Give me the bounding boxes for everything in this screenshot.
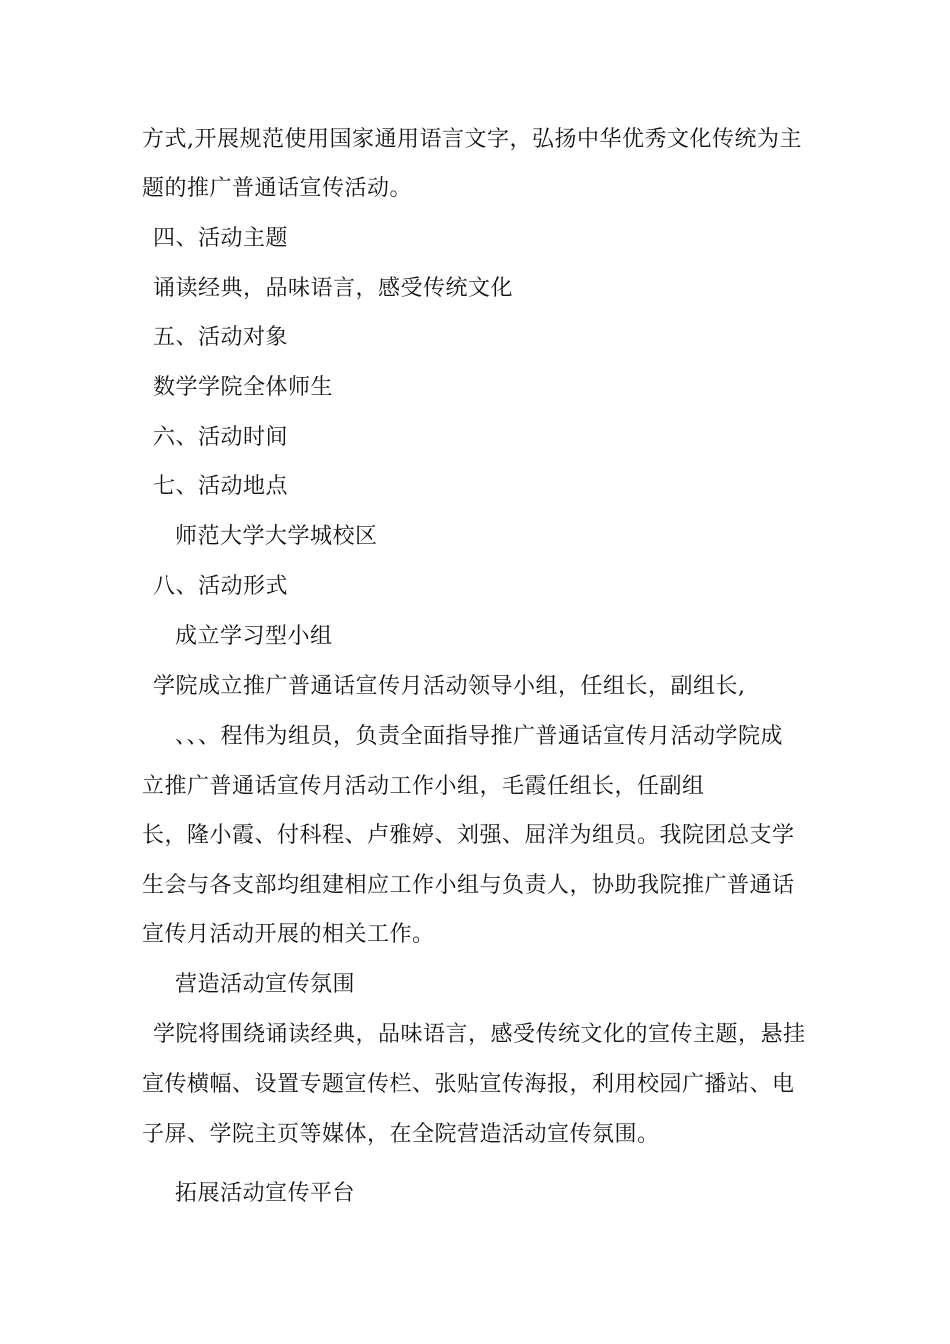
paragraph-line: 师范大学大学城校区: [175, 524, 378, 549]
section-heading: 六、活动时间: [153, 425, 289, 450]
section-heading: 八、活动形式: [153, 574, 289, 599]
section-heading: 七、活动地点: [153, 474, 289, 499]
paragraph-line: 宣传横幅、设置专题宣传栏、张贴宣传海报，利用校园广播站、电: [142, 1072, 795, 1097]
paragraph-line: 学院将围绕诵读经典，品味语言，感受传统文化的宣传主题，悬挂: [153, 1022, 806, 1047]
paragraph-line: 、、、程伟为组员，负责全面指导推广普通话宣传月活动学院成: [175, 724, 784, 749]
paragraph-line: 数学学院全体师生: [153, 375, 334, 400]
paragraph-line: 子屏、学院主页等媒体，在全院营造活动宣传氛围。: [142, 1122, 660, 1147]
paragraph-line: 诵读经典，品味语言，感受传统文化: [153, 276, 514, 301]
subsection-heading: 拓展活动宣传平台: [175, 1181, 356, 1206]
subsection-heading: 成立学习型小组: [175, 624, 333, 649]
section-heading: 四、活动主题: [153, 226, 289, 251]
paragraph-line: 长，隆小霞、付科程、卢雅婷、刘强、屈洋为组员。我院团总支学: [142, 823, 795, 848]
paragraph-line: 题的推广普通话宣传活动。: [142, 176, 413, 201]
subsection-heading: 营造活动宣传氛围: [175, 972, 356, 997]
paragraph-line: 学院成立推广普通话宣传月活动领导小组，任组长，副组长,: [153, 674, 746, 699]
paragraph-line: 生会与各支部均组建相应工作小组与负责人，协助我院推广普通话: [142, 873, 795, 898]
section-heading: 五、活动对象: [153, 325, 289, 350]
paragraph-line: 立推广普通话宣传月活动工作小组，毛霞任组长，任副组: [142, 774, 705, 799]
paragraph-line: 宣传月活动开展的相关工作。: [142, 922, 435, 947]
paragraph-line: 方式,开展规范使用国家通用语言文字，弘扬中华优秀文化传统为主: [142, 127, 802, 152]
